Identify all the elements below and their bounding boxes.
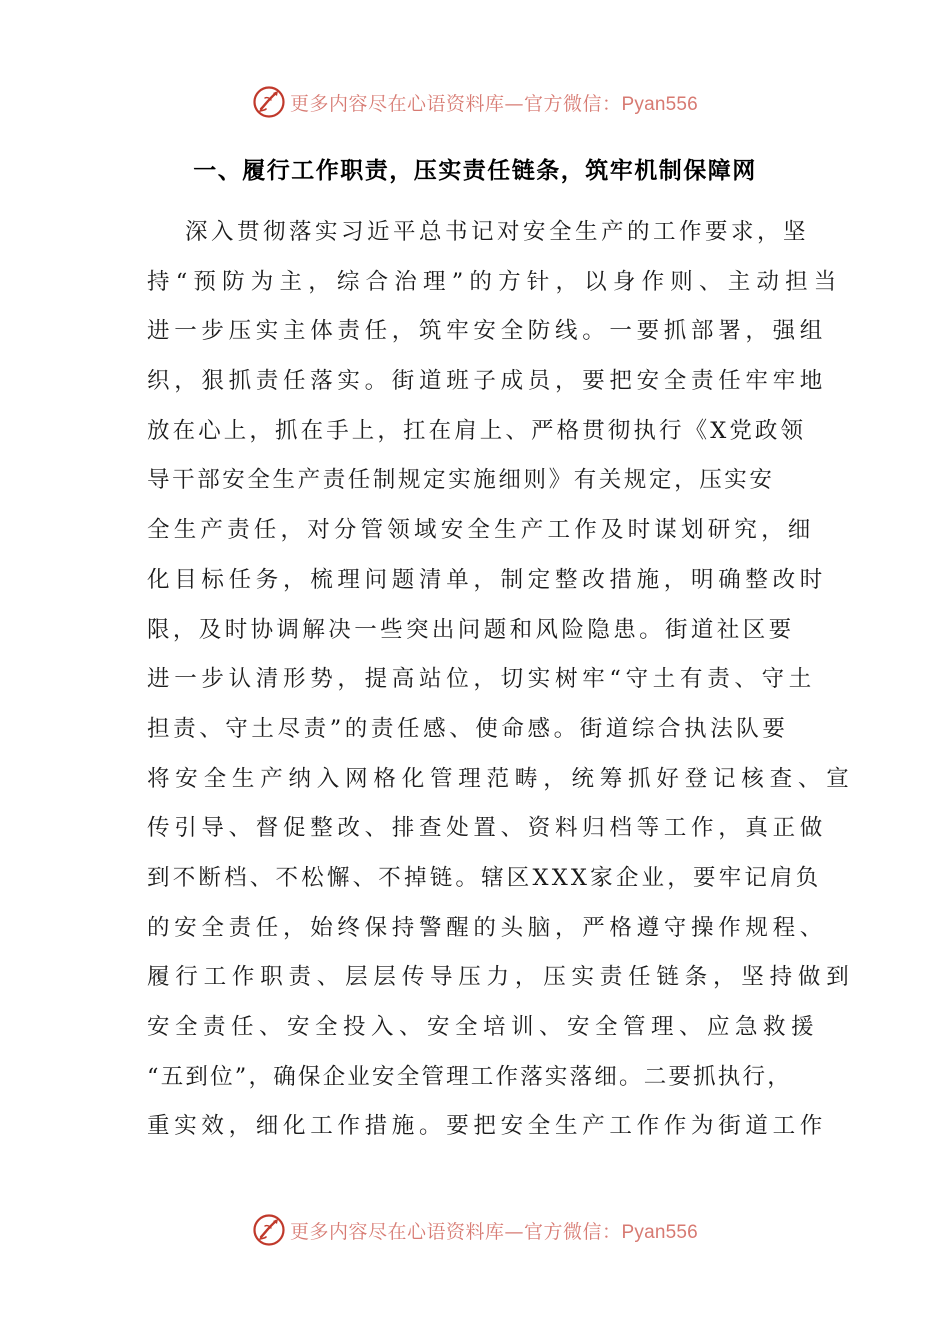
paragraph-line: 持“预防为主，综合治理”的方针，以身作则、主动担当: [147, 268, 843, 295]
section-heading: 一、履行工作职责，压实责任链条，筑牢机制保障网: [193, 158, 757, 184]
footer-banner-text: 更多内容尽在心语资料库—官方微信：Pyan556: [290, 1220, 698, 1243]
paragraph-line: 担责、守土尽责”的责任感、使命感。街道综合执法队要: [147, 715, 789, 742]
paragraph-line: 导干部安全生产责任制规定实施细则》有关规定，压实安: [147, 467, 775, 494]
paragraph-line: 安全责任、安全投入、安全培训、安全管理、应急救援: [147, 1014, 820, 1040]
paragraph-line: 织，狠抓责任落实。街道班子成员，要把安全责任牢牢地: [147, 368, 828, 395]
paragraph-line: 进一步压实主体责任，筑牢安全防线。一要抓部署，强组: [147, 318, 828, 345]
paragraph-line: 进一步认清形势，提高站位，切实树牢“守土有责、守土: [147, 666, 817, 693]
paragraph-line: 放在心上，抓在手上，扛在肩上、严格贯彻执行《X党政领: [147, 417, 807, 444]
pen-circle-logo-icon: [252, 85, 286, 119]
paragraph-line: 的安全责任，始终保持警醒的头脑，严格遵守操作规程、: [147, 914, 828, 941]
paragraph-line: “五到位”，确保企业安全管理工作落实落细。二要抓执行，: [147, 1063, 792, 1090]
paragraph-line: 传引导、督促整改、排查处置、资料归档等工作，真正做: [147, 815, 828, 842]
paragraph-line: 化目标任务，梳理问题清单，制定整改措施，明确整改时: [147, 566, 828, 593]
footer-banner: [0, 1210, 950, 1250]
paragraph-line: 履行工作职责、层层传导压力，压实责任链条，坚持做到: [147, 964, 855, 991]
paragraph-line: 深入贯彻落实习近平总书记对安全生产的工作要求，坚: [185, 219, 810, 245]
paragraph-line: 全生产责任，对分管领域安全生产工作及时谋划研究，细: [147, 517, 815, 544]
paragraph-line: 将安全生产纳入网格化管理范畴，统筹抓好登记核查、宣: [147, 765, 855, 792]
pen-circle-logo-icon: [252, 1213, 286, 1247]
paragraph-line: 重实效，细化工作措施。要把安全生产工作作为街道工作: [147, 1113, 828, 1140]
header-banner: [0, 82, 950, 122]
header-wechat-id: Pyan556: [621, 93, 698, 115]
header-banner-text: 更多内容尽在心语资料库—官方微信：Pyan556: [290, 92, 698, 115]
paragraph-line: 限，及时协调解决一些突出问题和风险隐患。街道社区要: [147, 616, 795, 643]
paragraph-line: 到不断档、不松懈、不掉链。辖区XXX家企业，要牢记肩负: [147, 864, 822, 891]
footer-wechat-id: Pyan556: [621, 1221, 698, 1243]
body-paragraph: [147, 208, 855, 1152]
